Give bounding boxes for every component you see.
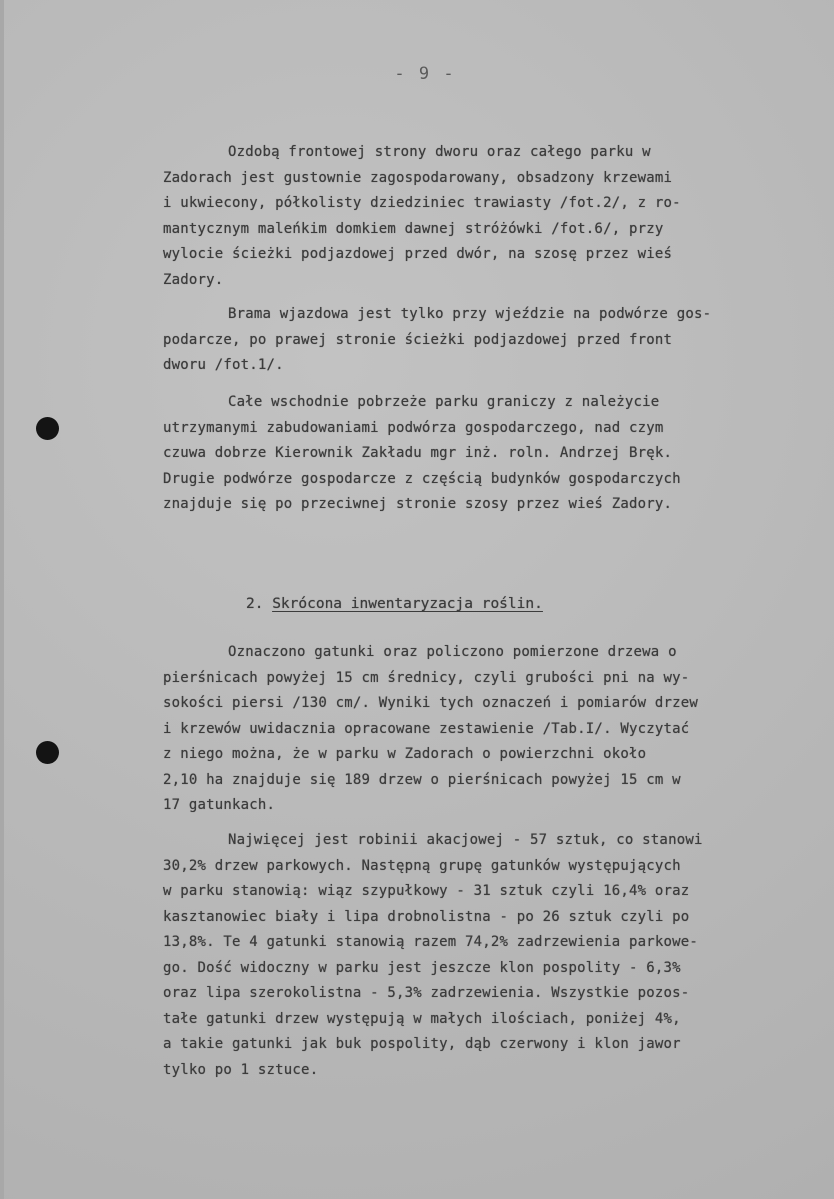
text-line: oraz lipa szerokolistna - 5,3% zadrzewienia. Wszystkie pozos-: [163, 985, 690, 1001]
section-heading: [246, 596, 543, 612]
page-edge-shadow: [0, 0, 4, 1199]
text-line: w parku stanowią: wiąz szypułkowy - 31 sztuk czyli 16,4% oraz: [163, 883, 690, 899]
text-line: pierśnicach powyżej 15 cm średnicy, czyli grubości pni na wy-: [163, 669, 690, 686]
text-line: Najwięcej jest robinii akacjowej - 57 sztuk, co stanowi: [228, 832, 703, 848]
section-title: Skrócona inwentaryzacja roślin.: [272, 596, 543, 612]
text-line: kasztanowiec biały i lipa drobnolistna - po 26 sztuk czyli po: [163, 908, 690, 925]
text-line: tylko po 1 sztuce.: [163, 1061, 319, 1078]
text-line: 17 gatunkach.: [163, 797, 276, 813]
text-line: Oznaczono gatunki oraz policzono pomierzone drzewa o: [228, 644, 677, 660]
text-line: wylocie ścieżki podjazdowej przed dwór, na szosę przez wieś: [163, 246, 673, 262]
text-line: 2,10 ha znajduje się 189 drzew o pierśnicach powyżej 15 cm w: [163, 771, 681, 788]
text-line: mantycznym maleńkim domkiem dawnej stróżówki /fot.6/, przy: [163, 220, 664, 237]
text-line: Zadory.: [163, 271, 224, 288]
text-line: podarcze, po prawej stronie ścieżki podjazdowej przed front: [163, 331, 673, 348]
paragraph-front-courtyard: [163, 140, 813, 293]
text-line: Ozdobą frontowej strony dworu oraz całego parku w: [228, 144, 651, 160]
text-line: go. Dość widoczny w parku jest jeszcze klon pospolity - 6,3%: [163, 959, 681, 976]
text-line: i ukwiecony, półkolisty dziedziniec trawiasty /fot.2/, z ro-: [163, 195, 681, 211]
paragraph-species-counts: [163, 828, 813, 1083]
text-line: i krzewów uwidacznia opracowane zestawienie /Tab.I/. Wyczytać: [163, 720, 690, 737]
text-line: 30,2% drzew parkowych. Następną grupę gatunków występujących: [163, 857, 681, 874]
text-line: sokości piersi /130 cm/. Wyniki tych oznaczeń i pomiarów drzew: [163, 695, 698, 711]
text-line: 13,8%. Te 4 gatunki stanowią razem 74,2% zadrzewienia parkowe-: [163, 934, 698, 950]
text-line: a takie gatunki jak buk pospolity, dąb czerwony i klon jawor: [163, 1036, 681, 1052]
section-number: 2.: [246, 596, 264, 612]
text-line: Brama wjazdowa jest tylko przy wjeździe na podwórze gos-: [228, 306, 712, 322]
text-line: utrzymanymi zabudowaniami podwórza gospodarczego, nad czym: [163, 419, 664, 436]
text-line: Zadorach jest gustownie zagospodarowany, obsadzony krzewami: [163, 169, 673, 186]
paragraph-eastern-edge: [163, 390, 813, 518]
paragraph-entrance-gate: [163, 302, 813, 379]
page-number: - 9 -: [394, 64, 456, 84]
text-line: Drugie podwórze gospodarcze z częścią budynków gospodarczych: [163, 470, 681, 487]
punch-hole-lower: [36, 741, 59, 764]
text-line: czuwa dobrze Kierownik Zakładu mgr inż. roln. Andrzej Bręk.: [163, 445, 673, 461]
text-line: Całe wschodnie pobrzeże parku graniczy z należycie: [228, 394, 660, 410]
paragraph-inventory-method: [163, 640, 813, 819]
text-line: znajduje się po przeciwnej stronie szosy przez wieś Zadory.: [163, 496, 673, 512]
text-line: z niego można, że w parku w Zadorach o powierzchni około: [163, 746, 647, 762]
text-line: dworu /fot.1/.: [163, 357, 284, 373]
punch-hole-upper: [36, 417, 59, 440]
text-line: tałe gatunki drzew występują w małych ilościach, poniżej 4%,: [163, 1010, 681, 1027]
